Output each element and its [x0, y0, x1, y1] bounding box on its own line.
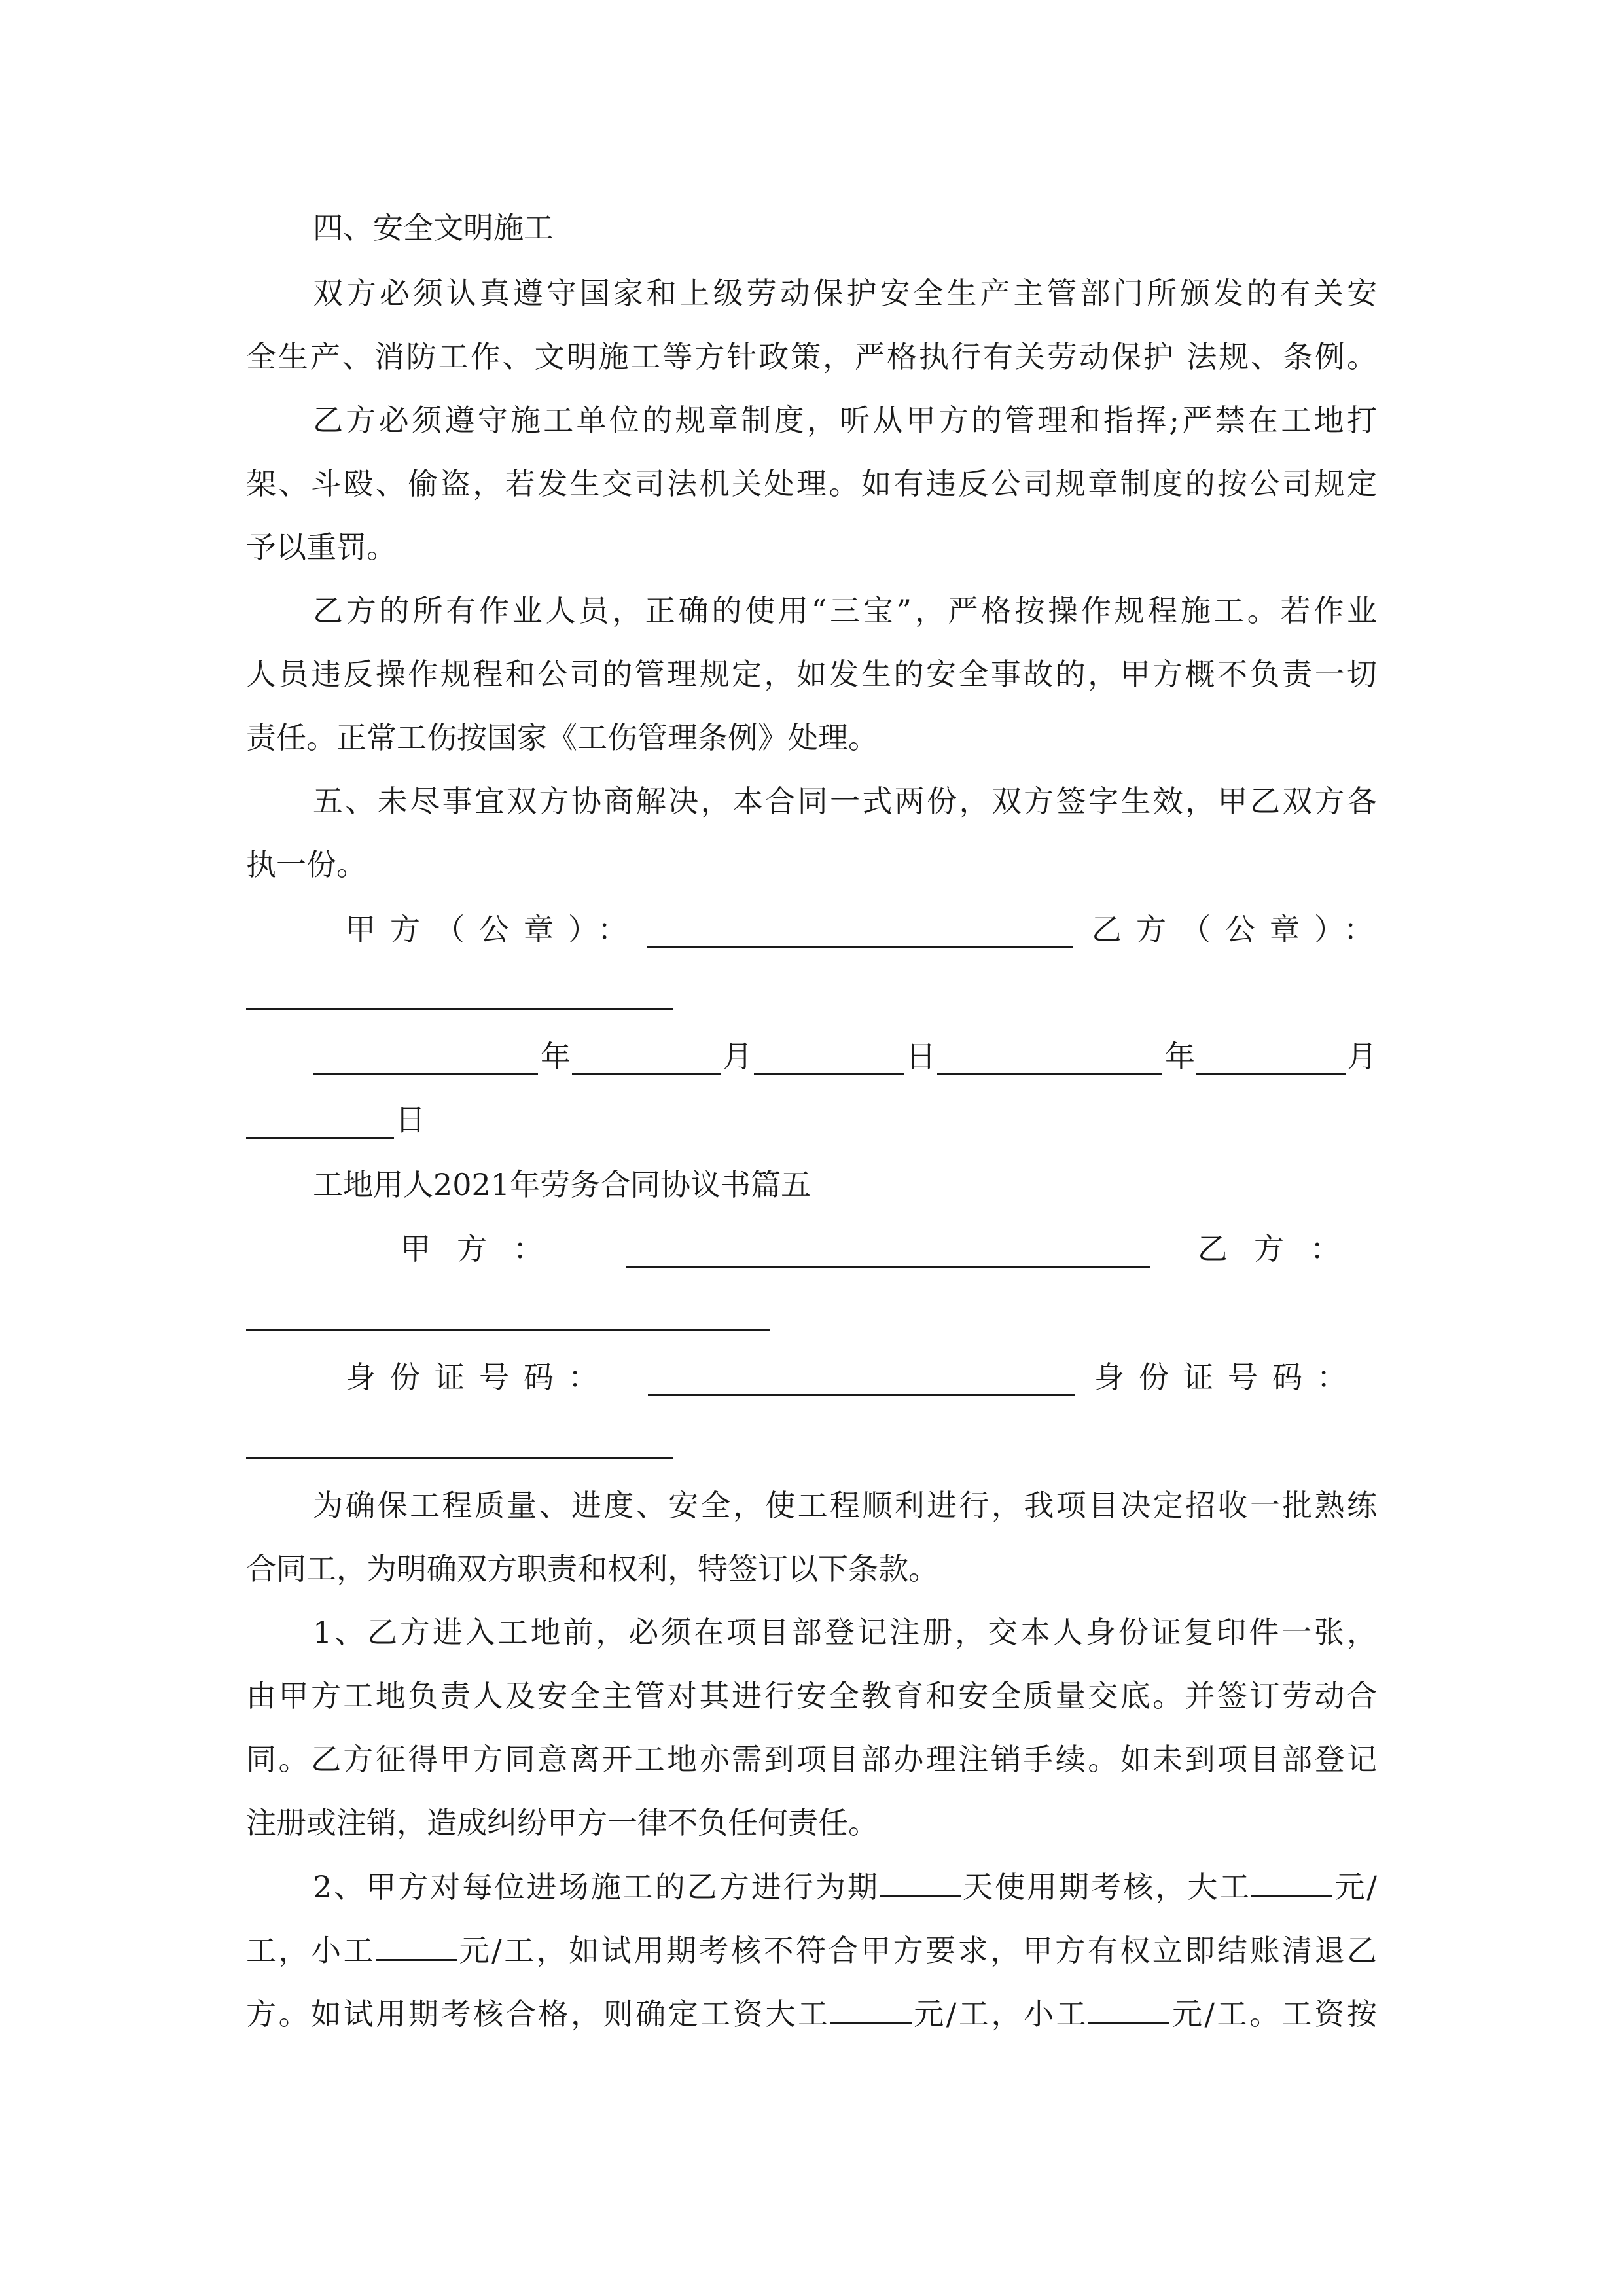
paragraph-line: 人员违反操作规程和公司的管理规定，如发生的安全事故的，甲方概不负责一切: [246, 656, 1377, 692]
text-run: 工，小工: [246, 1933, 376, 1968]
paragraph-line: 予以重罚。: [246, 529, 397, 565]
text-run: 元/工，小工: [911, 1996, 1089, 2032]
paragraph-line: 责任。正常工伤按国家《工伤管理条例》处理。: [246, 720, 878, 755]
text-run: 元/工。工资按: [1169, 1996, 1377, 2032]
wage-blank: [1088, 1994, 1169, 2024]
year-label: 年: [1165, 1039, 1195, 1074]
text-run: 2、甲方对每位进场施工的乙方进行为期: [313, 1869, 880, 1905]
paragraph-line: 同。乙方征得甲方同意离开工地亦需到项目部办理注销手续。如未到项目部登记: [246, 1742, 1377, 1777]
month-label: 月: [722, 1039, 753, 1074]
year-label: 年: [541, 1039, 571, 1074]
paragraph-line: 由甲方工地负责人及安全主管对其进行安全教育和安全质量交底。并签订劳动合: [246, 1678, 1377, 1713]
id-number-b-label: 身份证号码：: [1094, 1359, 1361, 1395]
party-a-label: 甲方：: [401, 1231, 569, 1266]
party-b-seal-label: 乙方（公章）：: [1092, 912, 1388, 947]
paragraph-line: 乙方的所有作业人员，正确的使用“三宝”，严格按操作规程施工。若作业: [313, 593, 1377, 628]
paragraph-line: 注册或注销，造成纠纷甲方一律不负任何责任。: [246, 1805, 878, 1840]
date-blank: [754, 1073, 904, 1075]
paragraph-line: 乙方必须遵守施工单位的规章制度，听从甲方的管理和指挥;严禁在工地打: [313, 403, 1377, 438]
date-blank: [313, 1073, 538, 1075]
paragraph-line: 合同工，为明确双方职责和权利，特签订以下条款。: [246, 1551, 938, 1587]
text-run: 天使用期考核，大工: [961, 1869, 1252, 1905]
date-blank: [246, 1137, 394, 1139]
party-b-label: 乙方：: [1198, 1231, 1366, 1266]
text-run: 元/工，如试用期考核不符合甲方要求，甲方有权立即结账清退乙: [457, 1933, 1378, 1968]
paragraph-line: 执一份。: [246, 847, 366, 882]
party-b-seal-blank: [246, 1008, 673, 1010]
paragraph-line: 双方必须认真遵守国家和上级劳动保护安全生产主管部门所颁发的有关安: [313, 276, 1377, 311]
paragraph-line: [246, 1994, 1377, 2034]
paragraph-line: 全生产、消防工作、文明施工等方针政策，严格执行有关劳动保护 法规、条例。: [246, 339, 1377, 374]
day-label: 日: [395, 1102, 425, 1138]
party-b-blank: [246, 1329, 770, 1331]
date-blank: [572, 1073, 721, 1075]
wage-blank: [376, 1930, 457, 1961]
section-heading: 四、安全文明施工: [313, 210, 554, 245]
party-a-seal-label: 甲方（公章）：: [346, 912, 642, 947]
text-run: 元/: [1332, 1869, 1377, 1905]
party-a-seal-blank: [647, 946, 1073, 948]
party-a-blank: [626, 1266, 1150, 1268]
date-blank: [937, 1073, 1162, 1075]
month-label: 月: [1347, 1039, 1377, 1074]
paragraph-line: 1、乙方进入工地前，必须在项目部登记注册，交本人身份证复印件一张，: [313, 1615, 1377, 1650]
date-blank: [1196, 1073, 1346, 1075]
article-title: 工地用人2021年劳务合同协议书篇五: [313, 1167, 812, 1202]
paragraph-line: [246, 1930, 1377, 1970]
id-number-a-blank: [648, 1394, 1075, 1396]
day-label: 日: [906, 1039, 936, 1074]
text-run: 方。如试用期考核合格，则确定工资大工: [246, 1996, 830, 2032]
id-number-b-blank: [246, 1457, 673, 1459]
paragraph-line: 架、斗殴、偷盗，若发生交司法机关处理。如有违反公司规章制度的按公司规定: [246, 466, 1377, 501]
paragraph-line: 五、未尽事宜双方协商解决，本合同一式两份，双方签字生效，甲乙双方各: [313, 783, 1377, 819]
paragraph-line: [313, 1867, 1377, 1907]
paragraph-line: 为确保工程质量、进度、安全，使工程顺利进行，我项目决定招收一批熟练: [313, 1488, 1377, 1523]
wage-blank: [1251, 1867, 1332, 1897]
days-blank: [880, 1867, 961, 1897]
wage-blank: [830, 1994, 912, 2024]
id-number-a-label: 身份证号码：: [346, 1359, 613, 1395]
